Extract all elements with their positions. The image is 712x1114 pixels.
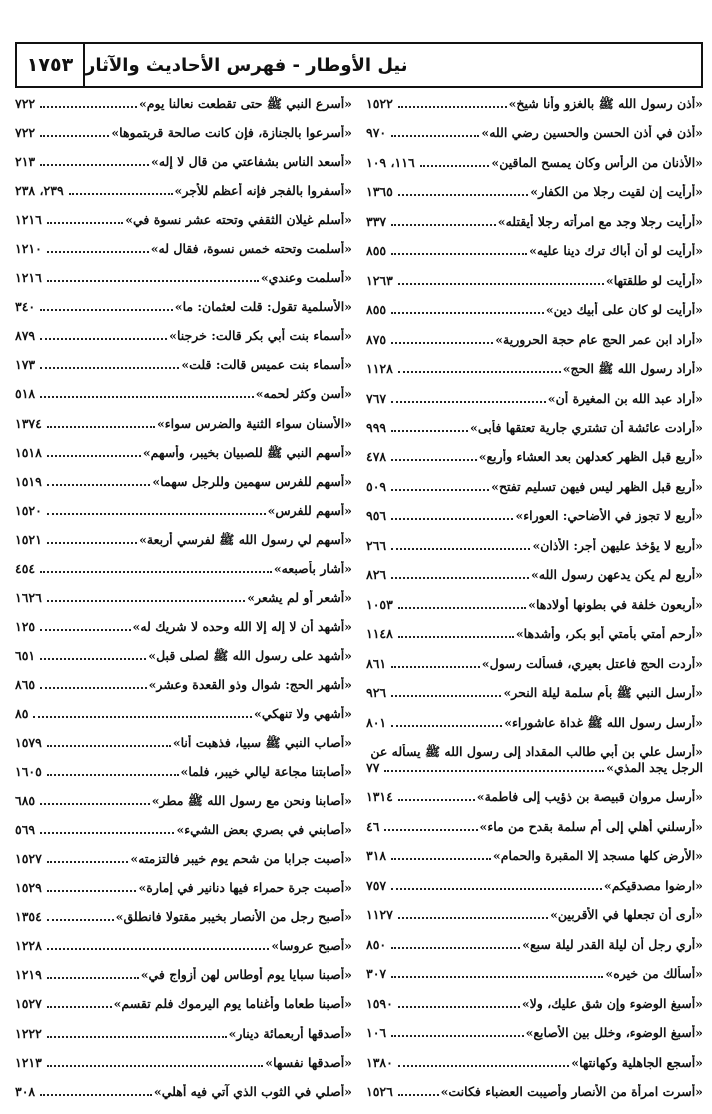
dot-leader <box>391 518 513 520</box>
dot-leader <box>47 455 141 457</box>
page-ref: ١٥٩٠ <box>366 995 393 1011</box>
hadith-text: «أصاب النبي ﷺ سبيا، فذهبت أنا» <box>172 735 352 751</box>
index-entry <box>15 183 352 199</box>
dot-leader <box>384 829 477 831</box>
hadith-text: «أراد ابن عمر الحج عام حجة الحرورية» <box>495 331 703 347</box>
hadith-text: «أربع قبل الظهر كعدلهن بعد العشاء وأربع» <box>478 449 703 465</box>
page-ref: ٣١٨ <box>366 848 387 864</box>
page-ref: ١٢١٦ <box>15 270 42 286</box>
page-ref: ٥٠٩ <box>366 478 387 494</box>
dot-leader <box>40 571 272 573</box>
page-ref: ١٧٣ <box>15 357 36 373</box>
index-entry <box>15 328 352 344</box>
page-ref: ٣٣٧ <box>366 213 387 229</box>
hadith-text: «أسعد الناس بشفاعتي من قال لا إله» <box>151 154 352 170</box>
dot-leader <box>398 1006 520 1008</box>
dot-leader <box>47 1065 263 1067</box>
dot-leader <box>391 342 493 344</box>
page-ref: ٧٦٧ <box>366 390 387 406</box>
index-entry <box>366 508 703 524</box>
hadith-text: «أصدقها نفسها» <box>265 1054 352 1070</box>
hadith-text: «أسلمت وعندي» <box>260 270 352 286</box>
hadith-text: «أسماء بنت أبي بكر قالت: خرجنا» <box>169 328 352 344</box>
left-column <box>15 96 352 1100</box>
dot-leader <box>47 890 137 892</box>
dot-leader <box>40 309 173 311</box>
dot-leader <box>47 1006 112 1008</box>
dot-leader <box>391 666 480 668</box>
dot-leader <box>47 745 171 747</box>
index-entry <box>15 938 352 954</box>
hadith-text: «الأرض كلها مسجد إلا المقبرة والحمام» <box>492 848 703 864</box>
index-entry <box>366 685 703 701</box>
dot-leader <box>391 459 477 461</box>
hadith-text-line2: الرجل يجد المذي» <box>606 759 703 775</box>
page-ref: ٨٠١ <box>366 714 387 730</box>
page-ref: ١٥١٨ <box>15 444 42 460</box>
hadith-text: «أسلم غيلان الثقفي وتحته عشر نسوة في» <box>125 212 352 228</box>
index-entry <box>15 677 352 693</box>
index-entry <box>366 848 703 864</box>
dot-leader <box>398 607 526 609</box>
page-ref: ٨٦٥ <box>15 676 36 692</box>
dot-leader <box>398 917 548 919</box>
dot-leader <box>47 948 270 950</box>
dot-leader <box>40 106 137 108</box>
hadith-text: «أصابتنا مجاعة ليالي خيبر، فلما» <box>180 764 352 780</box>
dot-leader <box>40 135 109 137</box>
hadith-text: «أسرع النبي ﷺ حتى تقطعت نعالنا يوم» <box>138 96 352 111</box>
page-ref: ٩٥٦ <box>366 508 387 524</box>
hadith-text: «أشهر الحج: شوال وذو القعدة وعشر» <box>148 676 352 692</box>
hadith-text: «أصبنا طعاما وأغناما يوم اليرموك فلم تقسم» <box>113 996 352 1012</box>
page-ref: ١٢٦٣ <box>366 272 393 288</box>
dot-leader <box>391 489 489 491</box>
index-columns <box>15 96 703 1100</box>
dot-leader <box>40 687 146 689</box>
hadith-text: «أشهد على رسول الله ﷺ لصلى قبل» <box>148 647 352 663</box>
index-entry <box>366 125 703 141</box>
dot-leader <box>391 401 546 403</box>
hadith-text: «أسن وكثر لحمه» <box>255 386 352 402</box>
hadith-text: «أسألك من خيره» <box>605 966 703 982</box>
dot-leader <box>391 695 501 697</box>
index-entry <box>15 357 352 373</box>
page-ref: ٨٧٥ <box>366 331 387 347</box>
dot-leader <box>40 396 254 398</box>
index-entry <box>366 243 703 259</box>
dot-leader <box>391 430 468 432</box>
hadith-text: «الأذنان من الرأس وكان يمسح الماقين» <box>491 154 703 170</box>
index-entry <box>366 907 703 923</box>
index-entry <box>366 479 703 495</box>
hadith-text: «أرأيت لو أن أباك ترك دينا عليه» <box>529 243 703 259</box>
index-entry <box>15 822 352 838</box>
page-ref: ٣٤٠ <box>15 299 36 315</box>
hadith-text: «أسهم النبي ﷺ للصبيان بخيبر، وأسهم» <box>142 444 352 460</box>
page-ref: ١٢٢٢ <box>15 1025 42 1041</box>
hadith-text: «أشهي ولا تنهكي» <box>254 705 352 721</box>
index-entry <box>15 241 352 257</box>
dot-leader <box>391 1035 523 1037</box>
index-entry <box>15 909 352 925</box>
page-ref: ١٥٢٦ <box>366 1083 393 1099</box>
hadith-text: «أسهم للفرس» <box>267 502 352 518</box>
index-entry <box>15 532 352 548</box>
page-ref: ١٥٢٧ <box>15 851 42 867</box>
dot-leader <box>391 858 491 860</box>
hadith-text: «أرسل مروان قبيصة بن ذؤيب إلى فاطمة» <box>476 789 703 805</box>
dot-leader <box>391 947 520 949</box>
dot-leader <box>40 338 167 340</box>
dot-leader <box>391 224 496 226</box>
dot-leader <box>40 1094 152 1096</box>
hadith-text: «أراد عبد الله بن المغيرة أن» <box>547 390 703 406</box>
hadith-text-line1: «أرسل علي بن أبي طالب المقداد إلى رسول الله ﷺ يسأله عن <box>370 743 703 759</box>
dot-leader <box>47 251 149 253</box>
index-entry <box>15 764 352 780</box>
page-ref: ٨٢٦ <box>366 567 387 583</box>
index-entry <box>15 851 352 867</box>
index-entry <box>15 503 352 519</box>
dot-leader <box>47 426 155 428</box>
page-ref: ٧٢٢ <box>15 96 36 111</box>
hadith-text: «أرى أن تجعلها في الأقربين» <box>550 907 703 923</box>
page-ref: ٩٢٦ <box>366 685 387 701</box>
dot-leader <box>47 222 123 224</box>
page-ref: ٥١٨ <box>15 386 36 402</box>
index-entry <box>366 449 703 465</box>
index-entry <box>15 561 352 577</box>
index-entry <box>366 744 703 776</box>
page-ref: ١٥٢٠ <box>15 502 42 518</box>
hadith-text: «ارضوا مصدقيكم» <box>603 877 703 893</box>
index-entry <box>15 299 352 315</box>
hadith-text: «أصلي في الثوب الذي آتي فيه أهلي» <box>153 1083 352 1099</box>
hadith-text: «أربعون خلفة في بطونها أولادها» <box>528 596 703 612</box>
dot-leader <box>398 283 604 285</box>
dot-leader <box>40 803 150 805</box>
hadith-text: «أسماء بنت عميس قالت: قلت» <box>181 357 352 373</box>
page-ref: ٣٠٨ <box>15 1083 36 1099</box>
index-entry <box>366 361 703 377</box>
page-ref: ١٦٠٥ <box>15 764 42 780</box>
dot-leader <box>40 629 130 631</box>
index-entry <box>366 567 703 583</box>
page-ref: ١٣٦٥ <box>366 184 393 200</box>
hadith-text: «أربع قبل الظهر ليس فيهن تسليم تفتح» <box>491 478 703 494</box>
dot-leader <box>47 484 151 486</box>
hadith-text: «أصبح رجل من الأنصار بخيبر مقتولا فانطلق» <box>115 909 352 925</box>
page-ref: ١٢١٩ <box>15 967 42 983</box>
page-ref: ١٣١٤ <box>366 789 393 805</box>
dot-leader <box>398 636 514 638</box>
page-ref: ٧٢٢ <box>15 125 36 141</box>
index-entry <box>15 270 352 286</box>
dot-leader <box>69 193 173 195</box>
dot-leader <box>398 106 507 108</box>
index-entry <box>366 789 703 805</box>
page-ref: ١٦٢٦ <box>15 589 42 605</box>
index-entry <box>366 96 703 112</box>
page-number: ١٧٥٣ <box>17 44 85 86</box>
index-entry <box>366 656 703 672</box>
dot-leader <box>40 832 174 834</box>
dot-leader <box>47 600 245 602</box>
dot-leader <box>391 725 502 727</box>
index-entry <box>15 416 352 432</box>
hadith-text: «أربع لا تجوز في الأضاحي: العوراء» <box>515 508 703 524</box>
hadith-text: «أسبغ الوضوء وإن شق عليك، ولا» <box>521 995 703 1011</box>
index-entry <box>366 155 703 171</box>
index-entry <box>366 273 703 289</box>
page-ref: ٨٥٥ <box>366 302 387 318</box>
dot-leader <box>40 164 149 166</box>
index-entry <box>15 793 352 809</box>
page-ref: ٧٧ <box>366 759 380 775</box>
index-entry <box>15 880 352 896</box>
index-entry <box>366 1055 703 1071</box>
hadith-text: «أري رجل أن ليلة القدر ليلة سبع» <box>522 936 703 952</box>
page-ref: ١٢١٠ <box>15 241 42 257</box>
hadith-text: «أسهم لي رسول الله ﷺ لفرسي أربعة» <box>139 531 352 547</box>
index-entry <box>366 420 703 436</box>
page-ref: ٦٥١ <box>15 647 36 663</box>
hadith-text: «أرأيت إن لقيت رجلا من الكفار» <box>530 184 703 200</box>
index-entry <box>366 302 703 318</box>
hadith-text: «أرأيت رجلا وجد مع امرأته رجلا أيقتله» <box>497 213 703 229</box>
index-entry <box>15 474 352 490</box>
hadith-text: «أرسلني أهلي إلى أم سلمة بقدح من ماء» <box>479 818 703 834</box>
page-ref: ١١٤٨ <box>366 626 393 642</box>
dot-leader <box>398 371 561 373</box>
page-ref: ١٢٢٨ <box>15 938 42 954</box>
index-entry <box>366 715 703 731</box>
index-entry <box>15 706 352 722</box>
hadith-text: «أصبت جرابا من شحم يوم خيبر فالتزمته» <box>130 851 352 867</box>
page-ref: ٨٥ <box>15 705 29 721</box>
page-ref: ٥٦٩ <box>15 822 36 838</box>
hadith-text: «أراد رسول الله ﷺ الحج» <box>562 361 703 377</box>
index-entry <box>366 1084 703 1100</box>
hadith-text: «أرأيت لو كان على أبيك دين» <box>545 302 703 318</box>
dot-leader <box>391 312 544 314</box>
index-entry <box>366 1025 703 1041</box>
page-ref: ١٠٥٣ <box>366 596 393 612</box>
index-entry <box>366 332 703 348</box>
hadith-text: «أسبغ الوضوء، وخلل بين الأصابع» <box>525 1025 703 1041</box>
page-ref: ١٢٥ <box>15 618 36 634</box>
dot-leader <box>47 280 259 282</box>
index-entry <box>15 386 352 402</box>
page-ref: ١٥٢٩ <box>15 880 42 896</box>
page-ref: ١٢١٣ <box>15 1054 42 1070</box>
page-ref: ٣٠٧ <box>366 966 387 982</box>
index-entry <box>366 626 703 642</box>
index-entry <box>366 184 703 200</box>
dot-leader <box>384 770 604 772</box>
index-entry <box>15 445 352 461</box>
index-entry <box>15 619 352 635</box>
page-ref: ١١٢٨ <box>366 361 393 377</box>
index-entry <box>15 154 352 170</box>
page-ref: ١٢١٦ <box>15 212 42 228</box>
page-ref: ٤٧٨ <box>366 449 387 465</box>
dot-leader <box>398 1065 569 1067</box>
page-ref: ١٥٢٢ <box>366 96 393 111</box>
index-entry <box>366 819 703 835</box>
hadith-text: «أذن رسول الله ﷺ بالغزو وأنا شيخ» <box>508 96 703 111</box>
index-entry <box>15 1026 352 1042</box>
page-ref: ٧٥٧ <box>366 877 387 893</box>
page-ref: ٢٣٩، ٢٣٨ <box>15 183 64 199</box>
dot-leader <box>391 888 602 890</box>
page-ref: ١٣٥٤ <box>15 909 42 925</box>
dot-leader <box>47 977 139 979</box>
hadith-text: «الأسلمية تقول: قلت لعثمان: ما» <box>174 299 352 315</box>
dot-leader <box>391 135 479 137</box>
index-entry <box>15 590 352 606</box>
dot-leader <box>47 1036 227 1038</box>
right-column <box>366 96 703 1100</box>
hadith-text: «أردت الحج فاعتل بعيري، فسألت رسول» <box>481 655 703 671</box>
hadith-text: «أصدقها أربعمائة دينار» <box>228 1025 352 1041</box>
page-ref: ٨٦١ <box>366 655 387 671</box>
hadith-text: «أصبح عروسا» <box>271 938 352 954</box>
hadith-text: «أسفروا بالفجر فإنه أعظم للأجر» <box>174 183 352 199</box>
hadith-text: «أسرت امرأة من الأنصار وأصيبت العضباء فكانت» <box>440 1083 703 1099</box>
dot-leader <box>47 774 179 776</box>
page-ref: ٢٦٦ <box>366 537 387 553</box>
page-ref: ٤٦ <box>366 818 380 834</box>
dot-leader <box>398 194 528 196</box>
page-header <box>15 42 703 88</box>
dot-leader <box>33 716 252 718</box>
page-ref: ١٥٢٧ <box>15 996 42 1012</box>
dot-leader <box>47 919 114 921</box>
dot-leader <box>391 976 603 978</box>
dot-leader <box>391 548 530 550</box>
hadith-text: «أرحم أمتي بأمتي أبو بكر، وأشدها» <box>515 626 703 642</box>
page-title: نيل الأوطار - فهرس الأحاديث والآثار <box>85 54 408 76</box>
index-entry <box>15 1055 352 1071</box>
dot-leader <box>47 542 137 544</box>
dot-leader <box>398 799 475 801</box>
dot-leader <box>47 513 266 515</box>
index-entry <box>366 597 703 613</box>
hadith-text: «أسهم للفرس سهمين وللرجل سهما» <box>152 473 352 489</box>
index-entry <box>366 878 703 894</box>
page-ref: ١١٦، ١٠٩ <box>366 154 415 170</box>
dot-leader <box>40 658 146 660</box>
hadith-text: «أذن في أذن الحسن والحسين رضي الله» <box>481 125 703 141</box>
index-entry <box>15 96 352 112</box>
hadith-text: «أسلمت وتحته خمس نسوة، فقال له» <box>150 241 352 257</box>
index-entry <box>15 125 352 141</box>
index-entry <box>366 214 703 230</box>
page-ref: ١٣٨٠ <box>366 1054 393 1070</box>
page-ref: ٢١٣ <box>15 154 36 170</box>
page-ref: ٦٨٥ <box>15 793 36 809</box>
dot-leader <box>391 577 529 579</box>
page-ref: ٨٧٩ <box>15 328 36 344</box>
page-ref: ١٠٦ <box>366 1025 387 1041</box>
index-entry <box>15 967 352 983</box>
hadith-text: «أصبت جرة حمراء فيها دنانير في إمارة» <box>138 880 352 896</box>
hadith-text: «أربع لا يؤخذ عليهن أجر: الأذان» <box>532 537 703 553</box>
page-ref: ١٥٧٩ <box>15 735 42 751</box>
hadith-text: «أشهد أن لا إله إلا الله وحده لا شريك له» <box>132 618 352 634</box>
page-ref: ٨٥٥ <box>366 243 387 259</box>
hadith-text: «أشار بأصبعه» <box>273 560 352 576</box>
dot-leader <box>398 1094 439 1096</box>
dot-leader <box>40 367 179 369</box>
index-entry <box>15 648 352 664</box>
hadith-text: «أربع لم يكن يدعهن رسول الله» <box>531 567 703 583</box>
hadith-text: «أشعر أو لم يشعر» <box>247 589 352 605</box>
hadith-text: «أصبنا سبايا يوم أوطاس لهن أزواج في» <box>140 967 352 983</box>
index-entry <box>15 1084 352 1100</box>
hadith-text: «الأسنان سواء الثنية والضرس سواء» <box>156 415 352 431</box>
index-entry <box>366 966 703 982</box>
page-ref: ٨٥٠ <box>366 936 387 952</box>
index-entry <box>366 996 703 1012</box>
index-entry <box>366 937 703 953</box>
page-ref: ١٥٢١ <box>15 531 42 547</box>
page-ref: ٩٧٠ <box>366 125 387 141</box>
index-entry <box>15 735 352 751</box>
index-entry <box>15 996 352 1012</box>
hadith-text: «أسجع الجاهلية وكهانتها» <box>571 1054 703 1070</box>
page-ref: ٩٩٩ <box>366 419 387 435</box>
hadith-text: «أرادت عائشة أن تشتري جارية تعتقها فأبى» <box>470 419 703 435</box>
dot-leader <box>420 165 490 167</box>
page-ref: ١٣٧٤ <box>15 415 42 431</box>
hadith-text: «أرسل النبي ﷺ بأم سلمة ليلة النحر» <box>503 685 703 701</box>
index-entry <box>366 538 703 554</box>
index-entry-line2 <box>366 760 703 776</box>
index-entry <box>366 391 703 407</box>
hadith-text: «أصابنا ونحن مع رسول الله ﷺ مطر» <box>151 793 352 809</box>
hadith-text: «أرأيت لو طلقتها» <box>605 272 703 288</box>
page-ref: ٤٥٤ <box>15 560 36 576</box>
index-entry <box>15 212 352 228</box>
page-ref: ١١٢٧ <box>366 907 393 923</box>
hadith-text: «أرسل رسول الله ﷺ غداة عاشوراء» <box>504 714 703 730</box>
dot-leader <box>47 861 129 863</box>
hadith-text: «أصابني في بصري بعض الشيء» <box>176 822 352 838</box>
page-ref: ١٥١٩ <box>15 473 42 489</box>
dot-leader <box>391 253 527 255</box>
hadith-text: «أسرعوا بالجنازة، فإن كانت صالحة قربتموها» <box>111 125 352 141</box>
